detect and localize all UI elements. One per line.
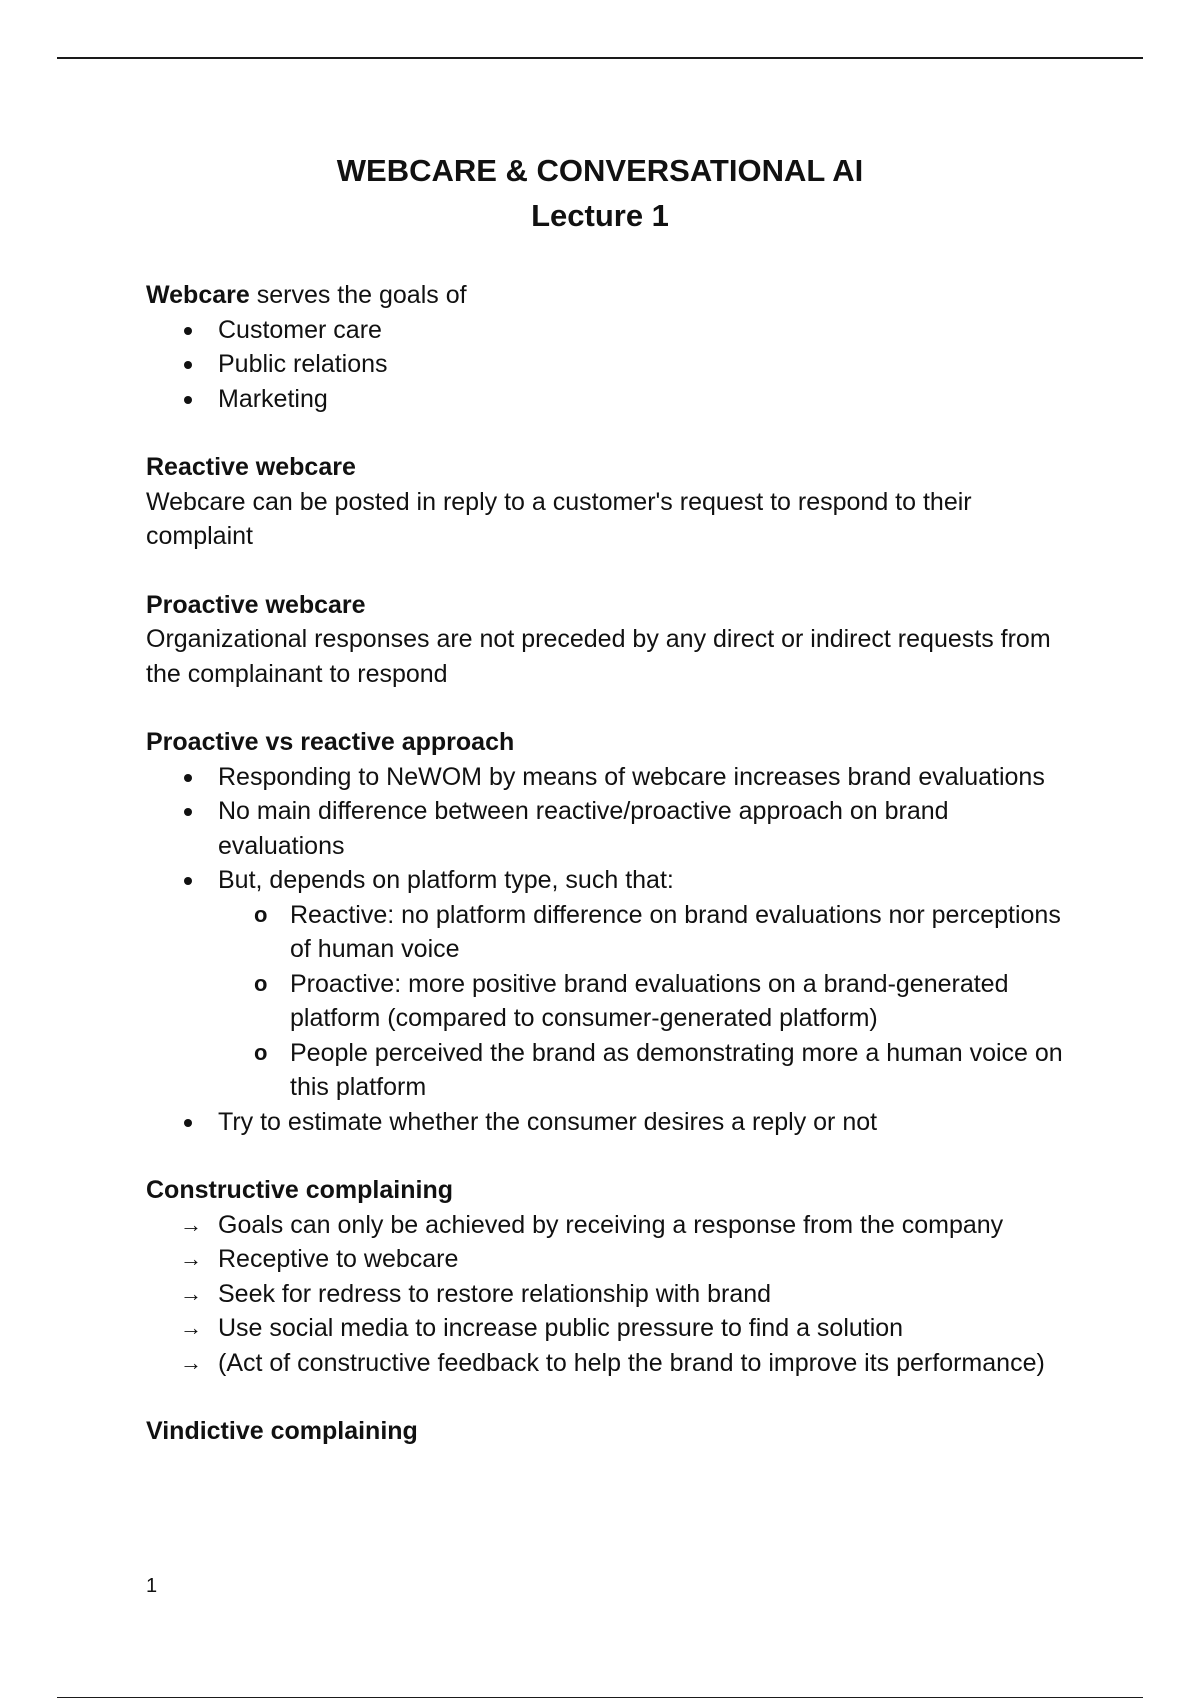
bullet-icon	[184, 774, 192, 782]
list-item: → (Act of constructive feedback to help the brand to improve its performance)	[146, 1346, 1066, 1381]
section-heading: Constructive complaining	[146, 1176, 453, 1204]
intro-paragraph	[146, 278, 1066, 313]
page-number: 1	[146, 1575, 158, 1597]
arrow-right-icon: →	[180, 1280, 202, 1306]
list-item: But, depends on platform type, such that: o Reactive: no platform difference on brand evaluations nor perceptions of human voice o Proactive: more positive brand evaluations on a brand-generated platform (compared to consumer-generated platform) o People perceived the brand as demonstrating more a human voice on this platform	[146, 863, 1066, 1105]
intro-bold-term: Webcare	[146, 281, 250, 309]
title-main: WEBCARE & CONVERSATIONAL AI	[336, 153, 864, 188]
list-item: No main difference between reactive/proactive approach on brand evaluations	[146, 794, 1066, 863]
bullet-icon	[184, 1119, 192, 1127]
sublist-item: o Proactive: more positive brand evaluations on a brand-generated platform (compared to consumer-generated platform)	[218, 967, 1066, 1036]
bullet-icon	[184, 361, 192, 369]
section-heading: Vindictive complaining	[146, 1417, 418, 1445]
bullet-icon	[184, 808, 192, 816]
approach-section	[146, 725, 1066, 1139]
list-item: → Seek for redress to restore relationship with brand	[146, 1277, 1066, 1312]
platform-sublist	[218, 898, 1066, 1105]
document-body	[146, 278, 1066, 1483]
vindictive-section	[146, 1414, 1066, 1449]
intro-section	[146, 278, 1066, 416]
section-heading: Reactive webcare	[146, 453, 356, 481]
sublist-item: o Reactive: no platform difference on brand evaluations nor perceptions of human voice	[218, 898, 1066, 967]
arrow-right-icon: →	[180, 1349, 202, 1375]
bottom-rule	[57, 1697, 1143, 1698]
document-title	[0, 148, 1200, 238]
constructive-list	[146, 1208, 1066, 1381]
section-heading: Proactive webcare	[146, 590, 366, 619]
circle-bullet-icon: o	[254, 1039, 268, 1065]
approach-list	[146, 760, 1066, 1140]
list-item: Marketing	[146, 382, 1066, 417]
top-rule	[57, 57, 1143, 59]
arrow-right-icon: →	[180, 1246, 202, 1271]
bullet-icon	[184, 327, 192, 335]
sublist-item: o People perceived the brand as demonstrating more a human voice on this platform	[218, 1036, 1066, 1105]
reactive-section	[146, 450, 1066, 554]
constructive-section	[146, 1173, 1066, 1380]
title-subtitle: Lecture 1	[531, 198, 669, 233]
list-item: Responding to NeWOM by means of webcare increases brand evaluations	[146, 760, 1066, 795]
list-item: Public relations	[146, 347, 1066, 382]
goals-list	[146, 313, 1066, 417]
bullet-icon	[184, 877, 192, 885]
list-item: → Use social media to increase public pressure to find a solution	[146, 1311, 1066, 1346]
bullet-icon	[184, 396, 192, 404]
arrow-right-icon: →	[180, 1315, 202, 1340]
list-item: Try to estimate whether the consumer desires a reply or not	[146, 1105, 1066, 1140]
arrow-right-icon: →	[180, 1211, 202, 1237]
section-text: Webcare can be posted in reply to a customer's request to respond to their complaint	[146, 487, 972, 550]
list-item: → Goals can only be achieved by receiving a response from the company	[146, 1208, 1066, 1243]
circle-bullet-icon: o	[254, 901, 268, 927]
list-item: Customer care	[146, 313, 1066, 348]
circle-bullet-icon: o	[254, 970, 268, 996]
list-item: → Receptive to webcare	[146, 1242, 1066, 1277]
intro-rest: serves the goals of	[249, 281, 467, 309]
proactive-section	[146, 588, 1066, 692]
section-text: Organizational responses are not preceded by any direct or indirect requests from the complainant to respond	[146, 625, 1051, 688]
section-heading: Proactive vs reactive approach	[146, 728, 515, 756]
